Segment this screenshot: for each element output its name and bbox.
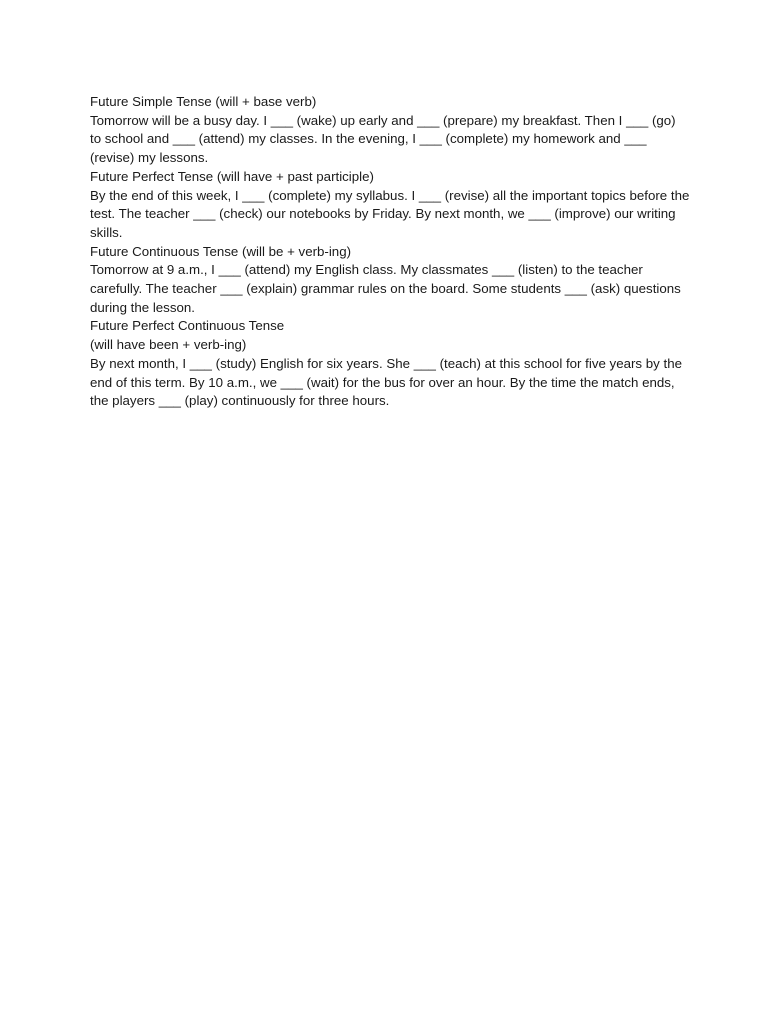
- section-heading-future-simple: Future Simple Tense (will + base verb): [90, 94, 317, 109]
- section-heading-future-perfect: Future Perfect Tense (will have + past participle): [90, 168, 374, 184]
- exercise-paragraph-future-perfect: By the end of this week, I ___ (complete) my syllabus. I ___ (revise) all the important topics before the test. The teacher ___ (check) our notebooks by Friday. By next month, we ___ (improve) our writing skills.: [90, 187, 690, 240]
- exercise-paragraph-future-perfect-continuous: By next month, I ___ (study) English for six years. She ___ (teach) at this school for five years by the end of this term. By 10 a.m., we ___ (wait) for the bus for over an hour. By the time the match ends, the players ___ (play) continuously for three hours.: [90, 355, 682, 409]
- section-heading-future-perfect-continuous: Future Perfect Continuous Tense: [90, 318, 285, 334]
- section-subheading-future-perfect-continuous: (will have been + verb-ing): [90, 337, 247, 353]
- section-heading-future-continuous: Future Continuous Tense (will be + verb-ing): [90, 243, 352, 259]
- worksheet-page: [90, 93, 690, 411]
- exercise-paragraph-future-simple: Tomorrow will be a busy day. I ___ (wake) up early and ___ (prepare) my breakfast. Then I ___ (go) to school and ___ (attend) my classes. In the evening, I ___ (complete) my homework and ___ (revise) my lessons.: [90, 112, 676, 166]
- exercise-paragraph-future-continuous: Tomorrow at 9 a.m., I ___ (attend) my English class. My classmates ___ (listen) to the teacher carefully. The teacher ___ (explain) grammar rules on the board. Some students ___ (ask) questions during the lesson.: [90, 262, 681, 315]
